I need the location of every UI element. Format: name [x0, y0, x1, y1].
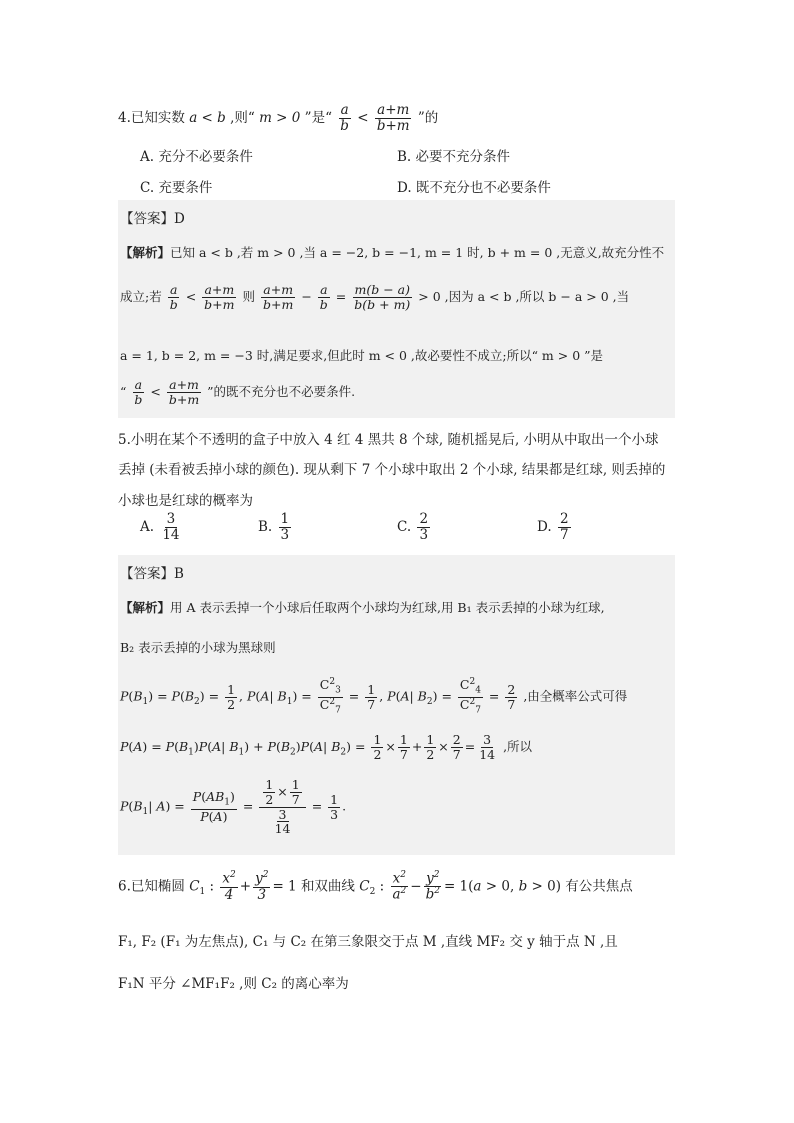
q4-less-than: <	[357, 109, 369, 126]
q4-analysis-frac-7: $\frac{a+m}{b+m}$	[168, 377, 200, 407]
q4-analysis-label: 【解析】	[120, 245, 171, 260]
q5-analysis-text-1: 用 A 表示丢掉一个小球后任取两个小球均为红球,用 B₁ 表示丢掉的小球为红球,	[170, 600, 605, 615]
q5-option-a: A. $\frac{3}{14}$	[140, 511, 180, 543]
q4-stem-text-2: ,则“	[230, 109, 255, 126]
q6-stem-line-2: F₁, F₂ (F₁ 为左焦点), C₁ 与 C₂ 在第三象限交于点 M ,直线 MF₂ 交 y 轴于点 N ,且	[118, 934, 618, 950]
q4-analysis-line-3: a = 1, b = 2, m = −3 时,满足要求,但此时 m < 0 ,故必要性不成立;所以“ m > 0 ”是	[120, 348, 604, 363]
q4-analysis-line-1	[120, 243, 664, 261]
q4-analysis-text-2c: > 0 ,因为 a < b ,所以 b − a > 0 ,当	[418, 288, 630, 304]
q4-stem-condition: a < b	[189, 109, 226, 126]
q5-option-c: C. $\frac{2}{3}$	[397, 511, 429, 543]
q5-stem-line-2: 丢掉 (未看被丢掉小球的颜色). 现从剩下 7 个小球中取出 2 个小球, 结果都是红球, 则丢掉的	[118, 462, 666, 478]
q4-option-c: C. 充要条件	[140, 180, 213, 196]
q5-analysis-text-4: ,所以	[503, 738, 533, 754]
q4-stem-text: 4.已知实数	[118, 109, 185, 126]
q4-answer: 【答案】D	[120, 211, 185, 227]
q4-analysis-text-1: 已知 a < b ,若 m > 0 ,当 a = −2, b = −1, m = 1 时, b + m = 0 ,无意义,故充分性不	[170, 245, 665, 260]
q4-stem-text-4: ”的	[417, 109, 439, 126]
q4-analysis-frac-6: $\frac{a}{b}$	[134, 377, 143, 407]
q4-fraction-right: $\frac{a+m}{b+m}$	[376, 102, 410, 134]
q4-analysis-text-4a: “	[120, 383, 127, 399]
q4-analysis-text-2a: 成立;若	[120, 288, 162, 304]
q5-stem-line-3: 小球也是红球的概率为	[118, 493, 253, 509]
q5-option-b: B. $\frac{1}{3}$	[258, 511, 290, 543]
q4-analysis-text-4b: ”的既不充分也不必要条件.	[207, 383, 356, 399]
q4-analysis-line-2: 成立;若 $\frac{a}{b}$ < $\frac{a+m}{b+m}$ 则 $\frac{a+m}{b+m}$ − $\frac{a}{b}$ = $\frac{m(b - a)}{b(b + m)}$ > 0 ,因为 a < b ,所以 b − a > 0 ,当	[120, 282, 630, 312]
q4-stem	[118, 103, 438, 134]
q5-analysis-line-4: $P(A) = P(B_1)P(A|$ $B_1) + P(B_2)P(A|$ $B_2$) = $\frac{1}{2}$ × $\frac{1}{7}$ + $\frac{1}{2}$ × $\frac{2}{7}$ = $\frac{3}{14}$ ,所以	[120, 732, 533, 762]
q4-stem-text-3: ”是“	[304, 109, 332, 126]
q6-stem-line-1: 6.已知椭圆 $C_1$ : $\frac{x^2}{4}$ + $\frac{y^2}{3}$ = 1 和双曲线 $C_2$ : $\frac{x^2}{a^2}$ − $\frac{y^2}{b^2}$ = 1(a > 0, b > 0) 有公共焦点	[118, 870, 633, 903]
q5-answer: 【答案】B	[120, 566, 184, 582]
q5-analysis-line-5: $P(B_1|$ A) = $\frac{P(AB_1)}{P(A)}$ = $\frac{1}{2}$ × $\frac{1}{7}$ $\frac{3}{14}$ = $\frac{1}{3}$ .	[120, 777, 347, 837]
q5-analysis-text-3: ,由全概率公式可得	[523, 688, 628, 704]
q4-analysis-frac-5: $\frac{m(b - a)}{b(b + m)}$	[354, 282, 411, 312]
q5-analysis-label: 【解析】	[120, 600, 171, 615]
q5-stem-line-1: 5.小明在某个不透明的盒子中放入 4 红 4 黑共 8 个球, 随机摇晃后, 小明从中取出一个小球	[118, 432, 659, 448]
q6-stem-text-1a: 6.已知椭圆	[118, 878, 185, 895]
q4-option-a: A. 充分不必要条件	[140, 149, 253, 165]
q4-analysis-frac-4: $\frac{a}{b}$	[319, 282, 328, 312]
q5-analysis-line-1	[120, 598, 605, 616]
q6-stem-text-1b: 和双曲线	[300, 878, 355, 895]
q4-option-d: D. 既不充分也不必要条件	[397, 180, 551, 196]
q4-fraction-left: $\frac{a}{b}$	[340, 102, 349, 134]
q5-analysis-line-2: B₂ 表示丢掉的小球为黑球则	[120, 640, 276, 655]
q4-stem-m: m > 0	[259, 109, 301, 126]
q4-analysis-frac-3: $\frac{a+m}{b+m}$	[263, 282, 294, 312]
q4-analysis-text-2b: 则	[242, 288, 256, 304]
q4-analysis-line-4	[120, 378, 355, 407]
q4-analysis-lt: <	[185, 288, 197, 304]
q4-option-b: B. 必要不充分条件	[397, 149, 511, 165]
q6-stem-line-3: F₁N 平分 ∠MF₁F₂ ,则 C₂ 的离心率为	[118, 976, 349, 992]
q4-analysis-frac-2: $\frac{a+m}{b+m}$	[204, 282, 235, 312]
q5-analysis-line-3: $P(B_1) = P(B_2)$ = $\frac{1}{2}$ , P(A| $B_1$) = $\frac{C^2_3}{C^2_7}$ = $\frac{1}{7}$ , P(A| $B_2$) = $\frac{C^2_4}{C^2_7}$ = $\frac{2}{7}$ ,由全概率公式可得	[120, 677, 628, 716]
q6-stem-text-1c: 有公共焦点	[565, 878, 633, 895]
q4-analysis-lt-2: <	[150, 383, 161, 399]
q5-option-d: D. $\frac{2}{7}$	[537, 511, 569, 543]
q4-analysis-frac-1: $\frac{a}{b}$	[169, 282, 178, 312]
